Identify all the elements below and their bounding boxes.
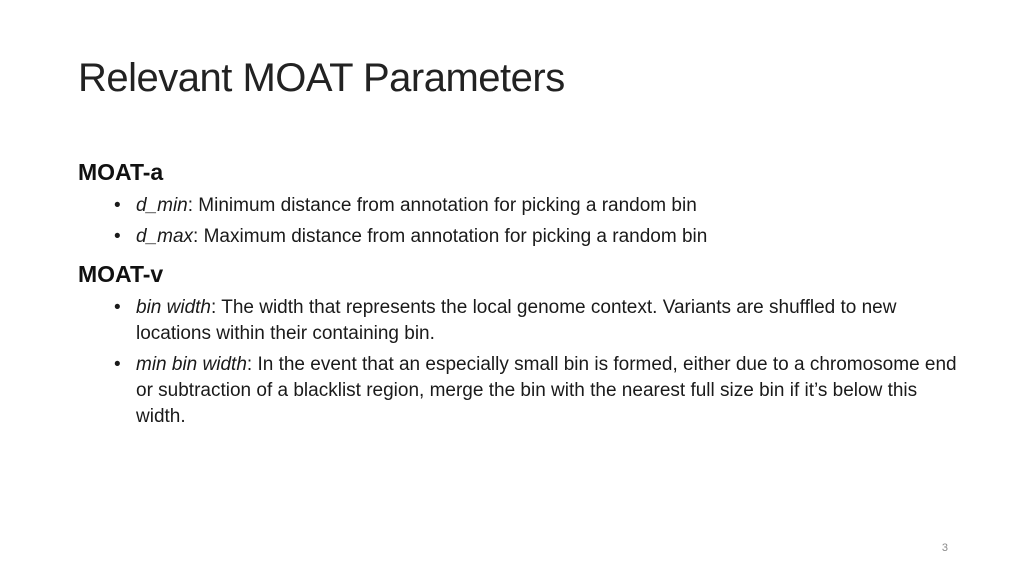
parameter-description: Maximum distance from annotation for picking a random bin (198, 226, 708, 247)
slide-title: Relevant MOAT Parameters (78, 56, 565, 100)
term-separator: : (246, 354, 253, 375)
moat-v-bullet-list (78, 295, 958, 430)
bullet-icon: • (114, 297, 121, 318)
section-heading-moat-a: MOAT-a (78, 159, 164, 185)
parameter-description: The width that represents the local genome context. Variants are shuffled to new locations within their containing bin. (136, 297, 897, 344)
section-heading-moat-v: MOAT-v (78, 261, 164, 287)
list-item (78, 295, 958, 347)
list-item (78, 193, 958, 219)
list-item (78, 352, 958, 430)
term-separator: : (187, 195, 194, 216)
parameter-term: bin width (136, 297, 211, 318)
list-item (78, 224, 958, 250)
parameter-term: min bin width (136, 354, 247, 375)
term-separator: : (211, 297, 217, 318)
slide-content (78, 156, 958, 430)
bullet-icon: • (114, 195, 121, 216)
parameter-term: d_max (136, 226, 194, 247)
parameter-description: Minimum distance from annotation for picking a random bin (193, 195, 697, 216)
moat-a-bullet-list (78, 193, 958, 250)
bullet-icon: • (114, 226, 121, 247)
bullet-icon: • (114, 354, 121, 375)
page-number: 3 (941, 542, 948, 554)
parameter-description: In the event that an especially small bin is formed, either due to a chromosome end or subtraction of a blacklist region, merge the bin with the nearest full size bin if it’s below this width. (136, 354, 957, 427)
term-separator: : (193, 226, 199, 247)
parameter-term: d_min (136, 195, 188, 216)
